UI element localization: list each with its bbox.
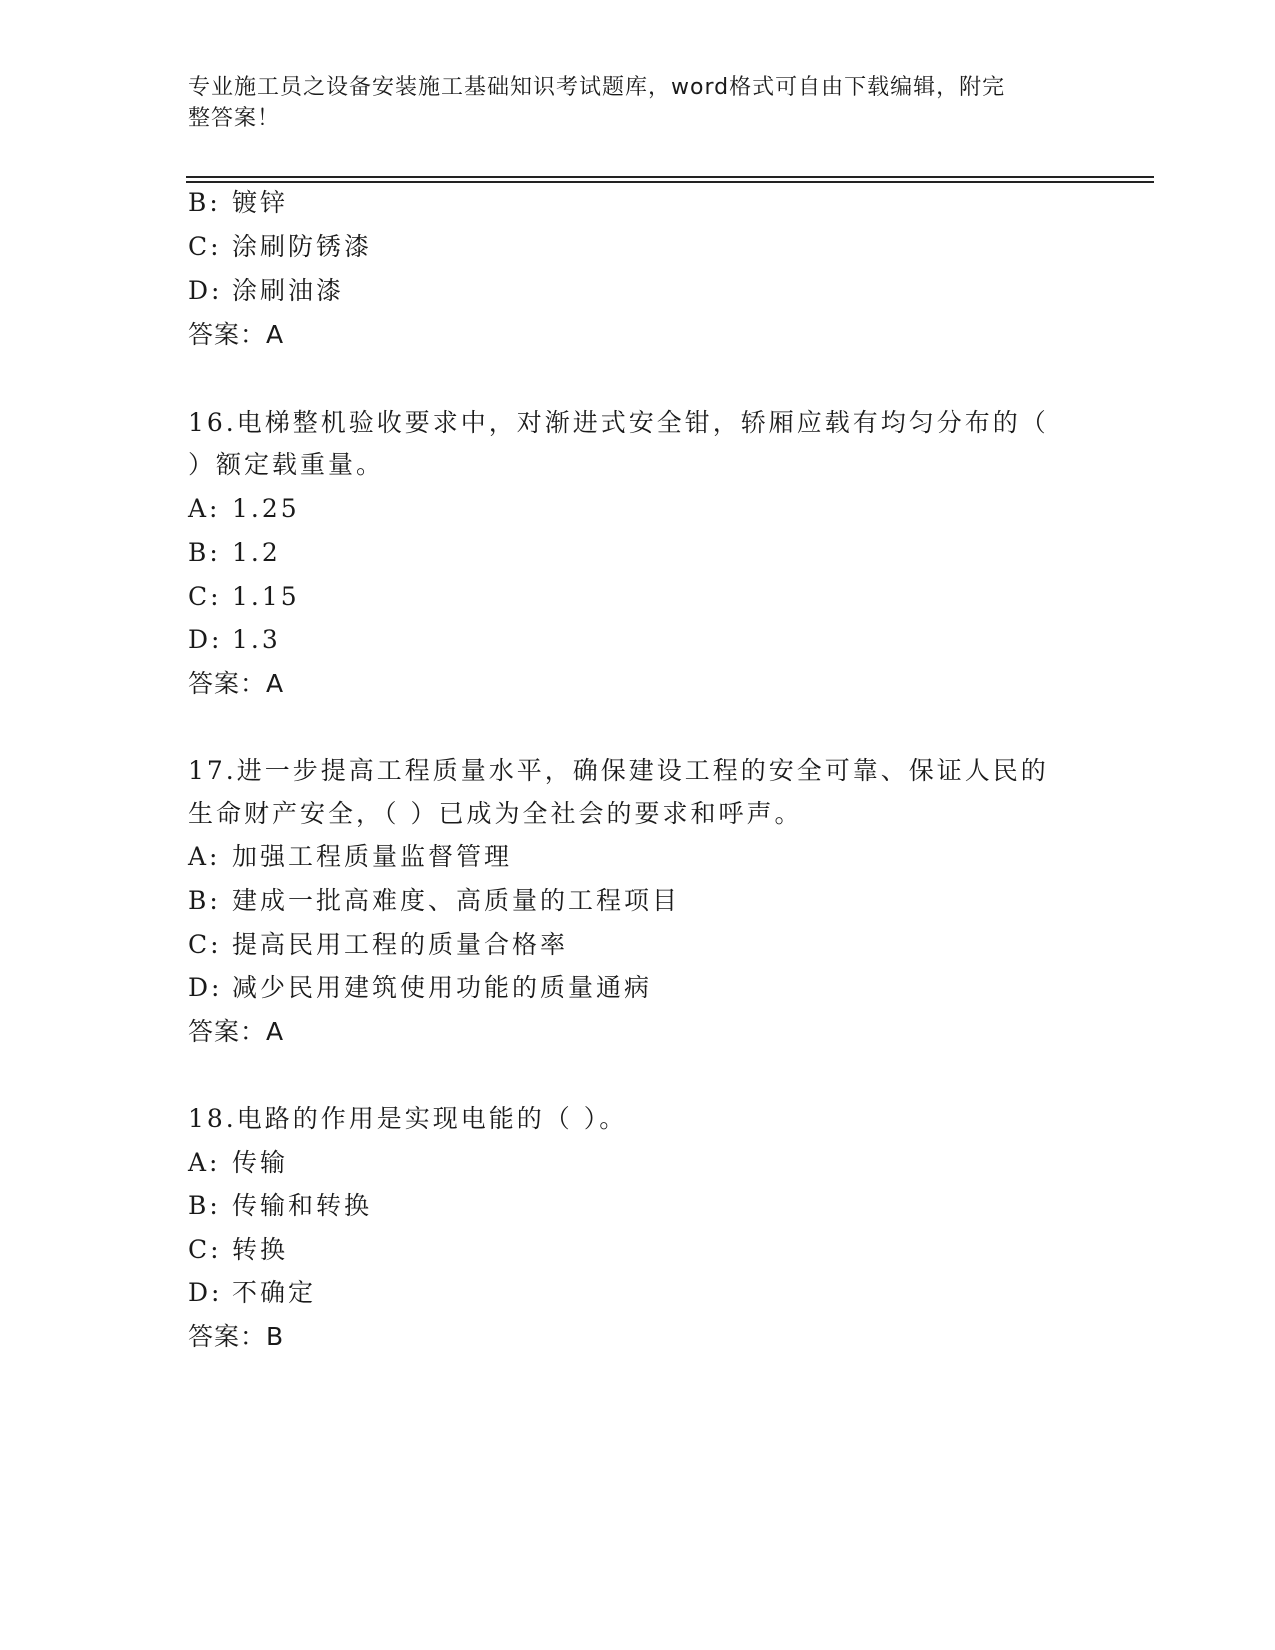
option-c: [188, 580, 300, 614]
header-divider-top: [186, 176, 1154, 178]
answer-line: 答案：A: [188, 1017, 285, 1046]
option-letter: C:: [188, 1235, 222, 1264]
option-letter: B:: [188, 538, 221, 567]
option-text: 涂刷油漆: [232, 276, 345, 305]
answer-line: 答案：A: [188, 320, 285, 349]
option-letter: C:: [188, 232, 222, 261]
header-line-1: 专业施工员之设备安装施工基础知识考试题库，word格式可自由下载编辑，附完: [188, 75, 1006, 100]
option-letter: A:: [188, 494, 221, 523]
question-18-stem-line-1: 18.电路的作用是实现电能的（ ）。: [188, 1104, 628, 1133]
answer-line: 答案：A: [188, 669, 285, 698]
option-text: 提高民用工程的质量合格率: [232, 930, 569, 959]
option-d: [188, 623, 281, 657]
option-d: [188, 1276, 316, 1310]
header-line-2: 整答案！: [188, 106, 281, 131]
header-divider-bottom: [186, 181, 1154, 183]
option-a: [188, 1146, 288, 1180]
option-letter: D:: [188, 625, 223, 654]
option-c: [188, 928, 568, 962]
document-header: [188, 72, 1068, 134]
option-b: [188, 536, 281, 570]
option-text: 传输: [232, 1148, 289, 1177]
option-b: [188, 1189, 372, 1223]
option-letter: B:: [188, 886, 221, 915]
option-letter: A:: [188, 842, 221, 871]
option-text: 涂刷防锈漆: [232, 232, 373, 261]
option-text: 减少民用建筑使用功能的质量通病: [232, 973, 653, 1002]
option-letter: C:: [188, 930, 222, 959]
option-d: [188, 274, 344, 308]
option-text: 1.2: [232, 538, 281, 567]
option-c: [188, 230, 372, 264]
option-b: [188, 884, 680, 918]
question-17-stem-line-1: 17.进一步提高工程质量水平，确保建设工程的安全可靠、保证人民的: [188, 756, 1049, 785]
option-text: 建成一批高难度、高质量的工程项目: [232, 886, 681, 915]
option-text: 1.25: [232, 494, 300, 523]
answer-line: 答案：B: [188, 1322, 285, 1351]
option-letter: A:: [188, 1148, 221, 1177]
option-letter: B:: [188, 188, 221, 217]
option-a: [188, 840, 512, 874]
option-text: 1.15: [232, 582, 300, 611]
option-b: [188, 186, 288, 220]
option-letter: B:: [188, 1191, 221, 1220]
option-letter: C:: [188, 582, 222, 611]
option-a: [188, 492, 300, 526]
option-text: 加强工程质量监督管理: [232, 842, 513, 871]
option-letter: D:: [188, 1278, 223, 1307]
question-16-stem-line-2: ）额定载重量。: [188, 450, 385, 479]
question-16-stem-line-1: 16.电梯整机验收要求中，对渐进式安全钳，轿厢应载有均匀分布的（: [188, 408, 1049, 437]
option-letter: D:: [188, 276, 223, 305]
question-17-stem-line-2: 生命财产安全，（ ）已成为全社会的要求和呼声。: [188, 799, 803, 828]
option-text: 不确定: [232, 1278, 317, 1307]
option-text: 传输和转换: [232, 1191, 373, 1220]
option-letter: D:: [188, 973, 223, 1002]
option-text: 1.3: [232, 625, 281, 654]
option-text: 镀锌: [232, 188, 289, 217]
option-text: 转换: [232, 1235, 289, 1264]
option-c: [188, 1233, 288, 1267]
option-d: [188, 971, 652, 1005]
